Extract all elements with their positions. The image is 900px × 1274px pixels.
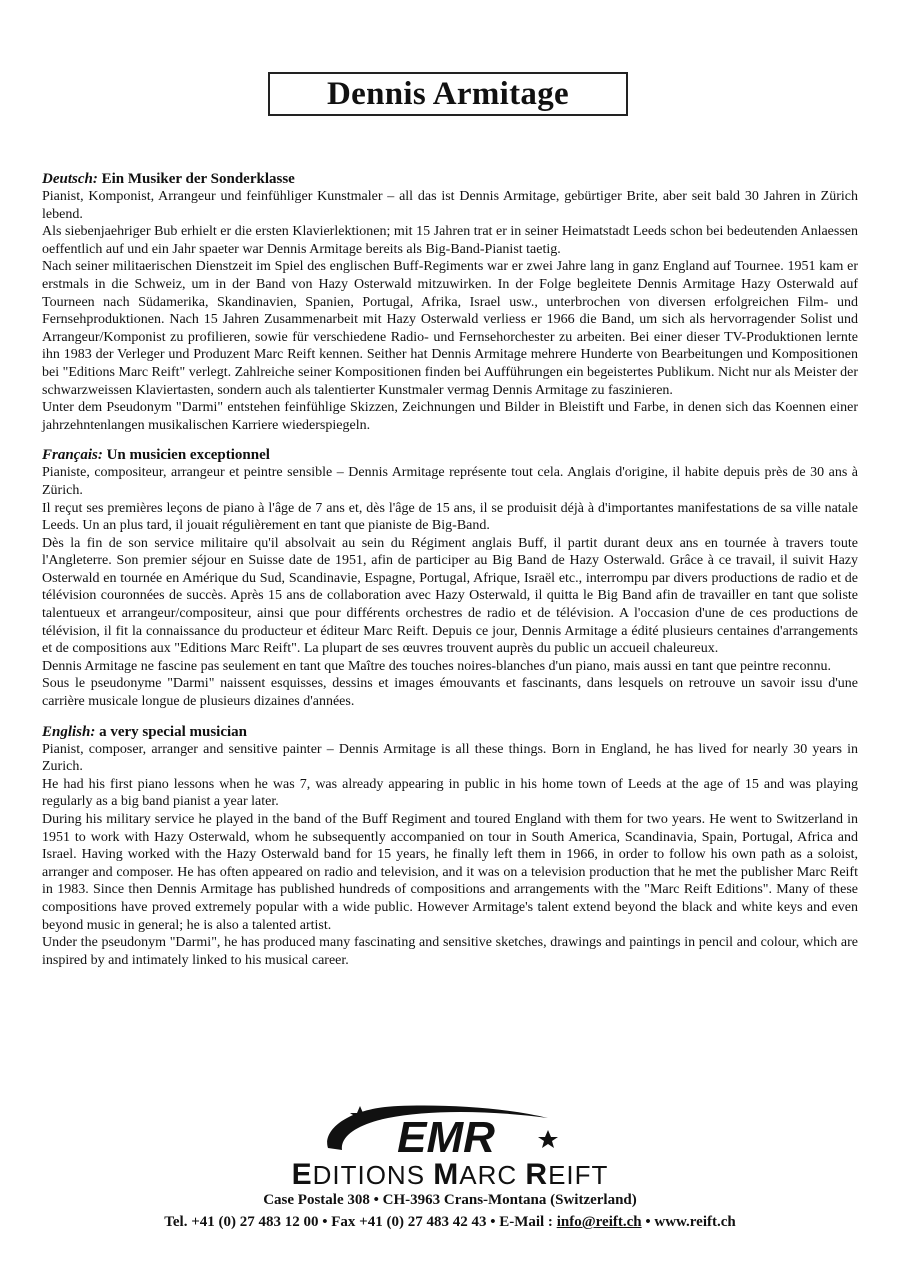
paragraph: Dennis Armitage ne fascine pas seulement en tant que Maître des touches noires-blanches d'un piano, mais aussi en tant que peintre reconnu. [42,658,832,674]
publisher-text: EIFT [548,1160,609,1190]
paragraph: He had his first piano lessons when he was 7, was already appearing in public in his home town of Leeds at the age of 15 and was playing regularly as a big band pianist a year later. [42,776,858,810]
paragraph: Under the pseudonym "Darmi", he has produced many fascinating and sensitive sketches, drawings and paintings in pencil and colour, which are inspired by and intimately linked to his musical career. [42,935,858,968]
paragraph: Dès la fin de son service militaire qu'il absolvait au sein du Régiment anglais Buff, il partit durant deux ans en tournée à travers toute l'Angleterre. Son premier séjour en Suisse date de 1951, afin de participer au Big Band de Hazy Osterwald. Grâce à ce travail, il suivit Hazy Osterwald en tournée en Amérique du Sud, Scandinavie, Espagne, Portugal, Afrique, Israël etc., interrompu par divers productions de radio et de télévision couronnées de succès. Après 15 ans de collaboration avec Hazy Osterwald, il quitta le Big Band afin de travailler en tant que soliste talentueux et arrangeur/compositeur, ainsi que pour différents orchestres de radio et de télévision. A l'occasion d'une de ces productions de télévision, il fit la connaissance du producteur et éditeur Marc Reift. Depuis ce jour, Dennis Armitage a édité plusieurs centaines d'arrangements et de compositions aux "Editions Marc Reift". La plupart de ses œuvres trouvent auprès du public un accueil chaleureux. [42,535,858,657]
publisher-text: ARC [459,1160,526,1190]
section-language: English: [42,723,96,740]
section-subtitle: a very special musician [99,723,248,740]
contact-line [0,1214,900,1231]
publisher-letter: M [433,1158,460,1191]
section-language: Français: [42,447,103,464]
website[interactable]: • www.reift.ch [641,1214,736,1230]
paragraph: Pianiste, compositeur, arrangeur et peintre sensible – Dennis Armitage représente tout cela. Anglais d'origine, il habite depuis près de 30 ans à Zürich. [42,465,858,498]
paragraph: Nach seiner militaerischen Dienstzeit im Spiel des englischen Buff-Regiments war er zwei Jahre lang in ganz England auf Tournee. 1951 kam er erstmals in die Schweiz, um in der Band von Hazy Osterwald mitzuwirken. In der Folge begleitete Dennis Armitage Hazy Osterwald auf Tourneen nach Südamerika, Skandinavien, Spanien, Portugal, Afrika, Israel usw., unterbrochen von diversen erfolgreichen Film- und Fernsehproduktionen. Nach 15 Jahren Zusammenarbeit mit Hazy Osterwald verliess er 1966 die Band, um sich als hervorragender Solist und Arrangeur/Komponist zu profilieren, sowie für verschiedene Radio- und Fernsehorchester zu arbeiten. Bei einer dieser TV-Produktionen lernte ihn 1983 der Verleger und Produzent Marc Reift kennen. Seither hat Dennis Armitage mehrere Hunderte von Bearbeitungen und Kompositionen bei "Editions Marc Reift" verlegt. Zahlreiche seiner Kompositionen finden bei Aufführungen ein begeistertes Publikum. Nicht nur als Meister der schwarzweissen Klaviertasten, sondern auch als talentierter Kunstmaler vermag Dennis Armitage zu faszinieren. [42,259,858,398]
postal-address: Case Postale 308 • CH-3963 Crans-Montana (Switzerland) [263,1192,637,1208]
paragraph: Als siebenjaehriger Bub erhielt er die ersten Klavierlektionen; mit 15 Jahren trat er in seiner Heimatstadt Leeds schon bei bedeutenden Anlaessen oeffentlich auf und ein Jahr spaeter war Dennis Armitage bereits als Big-Band-Pianist taetig. [42,224,858,257]
section-francais [42,446,858,710]
publisher-letter: E [291,1158,313,1191]
emr-logo-graphic [318,1100,582,1162]
paragraph: During his military service he played in the band of the Buff Regiment and toured England with them for two years. He went to Switzerland in 1951 to work with Hazy Osterwald, whom he subsequently accompanied on tour in South America, Scandinavia, Spain, Portugal, Africa and Israel. Having worked with the Hazy Osterwald band for 15 years, he finally left them in 1966, in order to follow his own path as a soloist, arranger and composer. He has often appeared on radio and television, and it was on a television production that he met the publisher Marc Reift in 1983. Since then Dennis Armitage has published hundreds of compositions and arrangements with the "Marc Reift Editions". Many of these compositions have proved extremely popular with a wide public. However Armitage's talent extend beyond the black and white keys and even beyond music in general; he is also a talented artist. [42,812,858,933]
contact-phone-fax: Tel. +41 (0) 27 483 12 00 • Fax +41 (0) 27 483 42 43 • E-Mail : [164,1214,557,1230]
section-heading [42,446,858,464]
section-deutsch [42,170,858,434]
publisher-name [0,1158,900,1192]
section-subtitle: Un musicien exceptionnel [106,447,270,464]
section-language: Deutsch: [42,171,98,187]
email-link[interactable]: info@reift.ch [556,1214,642,1230]
section-heading [42,170,858,188]
biography-content [42,170,858,981]
paragraph: Sous le pseudonyme "Darmi" naissent esquisses, dessins et images émouvants et fascinants, dans lesquels on retrouve un savoir issu d'une carrière musicale longue de plusieurs dizaines d'années. [42,676,858,710]
section-heading [42,723,858,741]
page-title: Dennis Armitage [327,75,569,112]
title-box [268,72,628,116]
publisher-text: DITIONS [312,1160,434,1190]
paragraph: Unter dem Pseudonym "Darmi" entstehen feinfühlige Skizzen, Zeichnungen und Bilder in Bleistift und Farbe, in denen sich das Koennen einer jahrzehntenlangen musikalischen Karriere wiederspiegeln. [42,400,858,433]
publisher-letter: R [525,1158,549,1191]
paragraph: Il reçut ses premières leçons de piano à l'âge de 7 ans et, dès l'âge de 15 ans, il se produisit déjà à d'importantes manifestations de sa ville natale Leeds. Un an plus tard, il jouait régulièrement en tant que pianiste de Big-Band. [42,500,858,534]
section-subtitle: Ein Musiker der Sonderklasse [101,171,295,187]
paragraph: Pianist, composer, arranger and sensitive painter – Dennis Armitage is all these things. Born in England, he has lived for nearly 30 years in Zurich. [42,741,858,775]
section-english [42,723,858,970]
paragraph: Pianist, Komponist, Arrangeur und feinfühliger Kunstmaler – all das ist Dennis Armitage, gebürtiger Brite, aber seit bald 30 Jahren in Zürich lebend. [42,189,858,222]
logo-text: EMR [397,1113,495,1162]
